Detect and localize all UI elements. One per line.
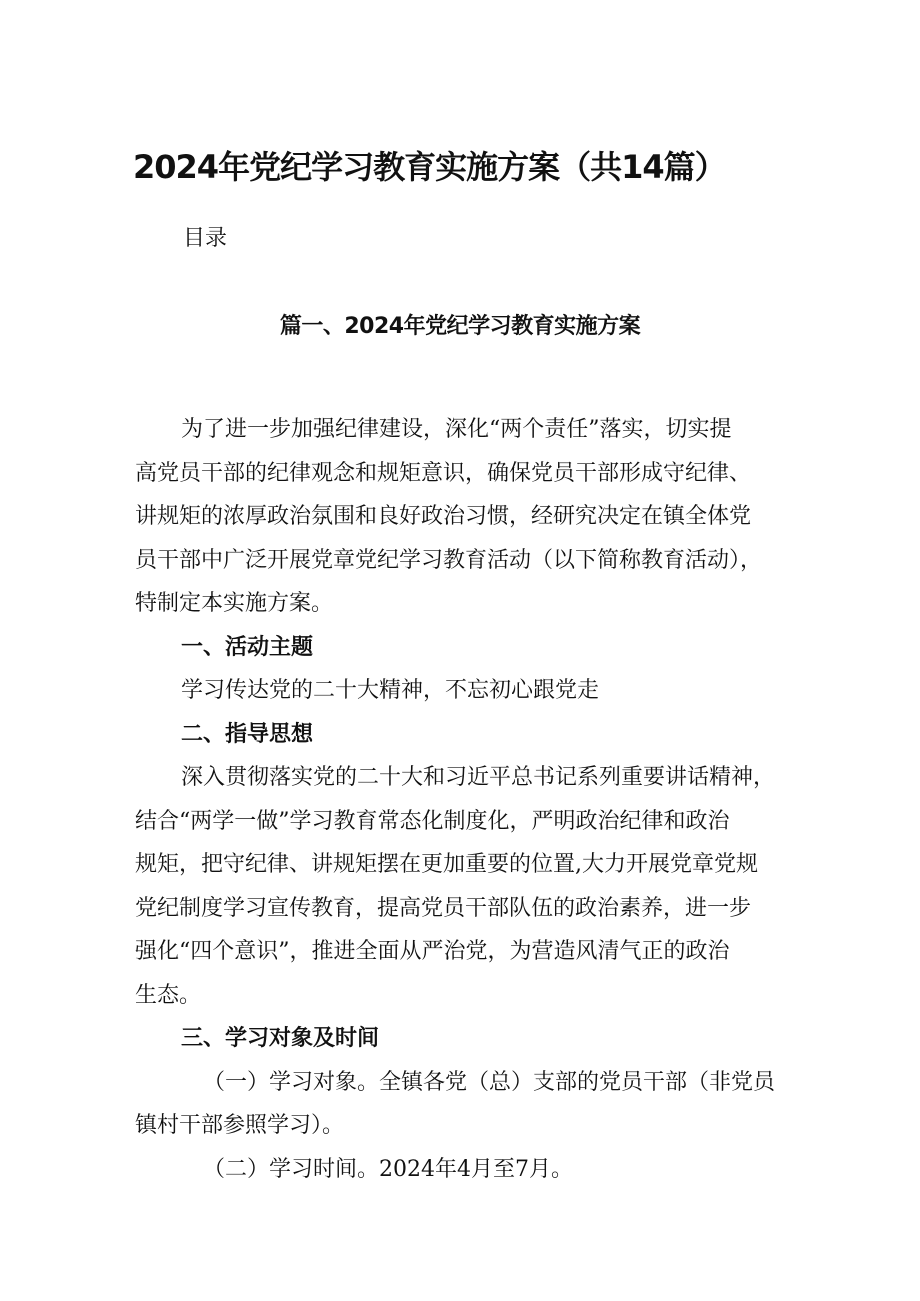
table-of-contents-label: 目录 (183, 226, 228, 251)
guidance-line: 生态。 (135, 982, 202, 1008)
intro-line: 为了进一步加强纪律建设，深化“两个责任”落实，切实提 (181, 417, 732, 442)
document-body (135, 408, 795, 1191)
guidance-line: 结合“两学一做”学习教育常态化制度化，严明政治纪律和政治 (135, 808, 730, 834)
guidance-line: 党纪制度学习宣传教育，提高党员干部队伍的政治素养，进一步 (135, 895, 752, 921)
intro-line: 员干部中广泛开展党章党纪学习教育活动（以下简称教育活动）， (135, 547, 763, 573)
section-heading: 篇一、2024年党纪学习教育实施方案 (279, 314, 641, 339)
heading-learning-targets-and-time: 三、学习对象及时间 (181, 1026, 380, 1051)
intro-line: 讲规矩的浓厚政治氛围和良好政治习惯，经研究决定在镇全体党 (135, 504, 752, 529)
target-line: 镇村干部参照学习）。 (135, 1113, 345, 1138)
heading-guiding-ideology: 二、指导思想 (181, 721, 314, 747)
theme-text: 学习传达党的二十大精神，不忘初心跟党走 (181, 678, 600, 703)
intro-paragraph (135, 408, 795, 626)
guidance-line: 深入贯彻落实党的二十大和习近平总书记系列重要讲话精神， (181, 765, 776, 790)
guidance-line: 强化“四个意识”，推进全面从严治党，为营造风清气正的政治 (135, 939, 730, 964)
guidance-paragraph (135, 756, 795, 1017)
heading-activity-theme: 一、活动主题 (181, 634, 314, 660)
intro-line: 特制定本实施方案。 (135, 591, 334, 616)
intro-line: 高党员干部的纪律观念和规矩意识，确保党员干部形成守纪律、 (135, 460, 752, 486)
document-title: 2024年党纪学习教育实施方案（共14篇） (133, 148, 726, 186)
guidance-line: 规矩，把守纪律、讲规矩摆在更加重要的位置,大力开展党章党规 (135, 852, 758, 877)
target-line: （一）学习对象。全镇各党（总）支部的党员干部（非党员 (203, 1069, 776, 1095)
time-text: （二）学习时间。2024年4月至7月。 (203, 1156, 573, 1182)
